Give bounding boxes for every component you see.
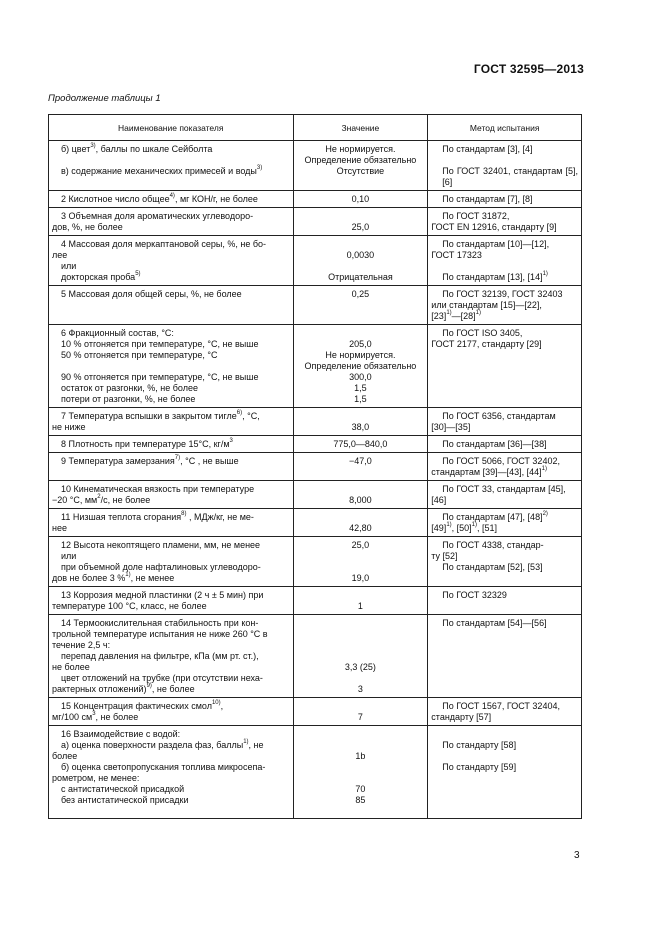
table-row [49,481,582,509]
value-cell: 3,3 (25) 3 [293,615,428,698]
indicator-cell: 14 Термоокислительная стабильность при кон- трольной температуре испытания не ниже 260 °С в течение 2,5 ч: перепад давления на фильтре, кПа (мм рт. ст.), не более цвет отложений на трубке (при отсутствии неха- рактерных отложений)$^{9)}$, не более [49,615,294,698]
table-row [49,436,582,453]
table-row [49,325,582,408]
indicator-cell: 11 Низшая теплота сгорания$^{8)}$ , МДж/кг, не ме- нее [49,509,294,537]
table-row [49,698,582,726]
indicator-cell: 6 Фракционный состав, °С: 10 % отгоняется при температуре, °С, не выше 50 % отгоняется при температуре, °С 90 % отгоняется при температуре, °С, не выше остаток от разгонки, %, не более потери от разгонки, %, не более [49,325,294,408]
indicator-cell: 15 Концентрация фактических смол$^{10)}$, мг/100 $см^3$, не более [49,698,294,726]
table-caption: Продолжение таблицы 1 [48,93,161,104]
table-row [49,236,582,286]
method-cell: По стандартам [36]—[38] [428,436,582,453]
indicator-cell: 16 Взаимодействие с водой: а) оценка поверхности раздела фаз, баллы$^{1)}$, не более б) оценка светопропускания топлива микросепа- рометром, не менее: с антистатической присадкой без антистатической присадки [49,726,294,819]
method-cell: По ГОСТ 1567, ГОСТ 32404, стандарту [57] [428,698,582,726]
indicator-cell: 9 Температура замерзания$^{7)}$, °С , не выше [49,453,294,481]
method-cell: По стандартам [7], [8] [428,191,582,208]
table-row [49,141,582,191]
indicator-cell: 12 Высота некоптящего пламени, мм, не менее или при объемной доле нафталиновых углеводоро- дов не более 3 %$^{1)}$, не менее [49,537,294,587]
method-cell: По ГОСТ 4338, стандар- ту [52] По стандартам [52], [53] [428,537,582,587]
indicator-cell: 2 Кислотное число общее$^{4)}$, мг КОН/г, не более [49,191,294,208]
indicator-cell: 13 Коррозия медной пластинки (2 ч ± 5 мин) при температуре 100 °С, класс, не более [49,587,294,615]
method-cell: По ГОСТ 33, стандартам [45], [46] [428,481,582,509]
value-cell: 8,000 [293,481,428,509]
table-header-row [49,115,582,141]
method-cell: По ГОСТ 5066, ГОСТ 32402, стандартам [39]—[43], $[44]^{1)}$ [428,453,582,481]
indicator-cell: 7 Температура вспышки в закрытом тигле$^{6)}$, °С, не ниже [49,408,294,436]
value-cell: 0,25 [293,286,428,325]
method-cell: По ГОСТ 32139, ГОСТ 32403 или стандартам [15]—[22], $[23]^{1)}—[28]^{1)}$ [428,286,582,325]
value-cell: 775,0—840,0 [293,436,428,453]
method-cell: По ГОСТ 31872, ГОСТ EN 12916, стандарту [9] [428,208,582,236]
indicator-cell: 4 Массовая доля меркаптановой серы, %, не бо- лее или докторская проба$^{5)}$ [49,236,294,286]
method-cell: По стандартам [3], [4] По ГОСТ 32401, стандартам [5], [6] [428,141,582,191]
value-cell: Не нормируется. Определение обязательно Отсутствие [293,141,428,191]
method-cell: По стандартам [47], $[48]^{2)}$ $[49]^{1)}$, $[50]^{1)}$, [51] [428,509,582,537]
table-row [49,208,582,236]
value-cell: 25,0 19,0 [293,537,428,587]
indicator-cell: 5 Массовая доля общей серы, %, не более [49,286,294,325]
value-cell: 25,0 [293,208,428,236]
indicator-cell: 3 Объемная доля ароматических углеводоро- дов, %, не более [49,208,294,236]
indicator-cell: 8 Плотность при температуре 15°С, $кг/м^3$ [49,436,294,453]
method-cell: По стандарту [58] По стандарту [59] [428,726,582,819]
indicator-cell: б) цвет$^{3)}$, баллы по шкале Сейболта в) содержание механических примесей и воды$^{3)}$ [49,141,294,191]
column-header-method: Метод испытания [428,115,582,141]
table-row [49,537,582,587]
value-cell: 205,0 Не нормируется. Определение обязательно 300,0 1,5 1,5 [293,325,428,408]
value-cell: 0,0030 Отрицательная [293,236,428,286]
table-row [49,408,582,436]
document-code: ГОСТ 32595—2013 [473,62,584,76]
method-cell: По ГОСТ ISO 3405, ГОСТ 2177, стандарту [29] [428,325,582,408]
table-row [49,615,582,698]
value-cell: 1 [293,587,428,615]
indicator-cell: 10 Кинематическая вязкость при температуре −20 °С, $мм^2/с$, не более [49,481,294,509]
value-cell: 1b 70 85 [293,726,428,819]
value-cell: 42,80 [293,509,428,537]
column-header-name: Наименование показателя [49,115,294,141]
properties-table [48,114,582,819]
table-row [49,509,582,537]
method-cell: По стандартам [54]—[56] [428,615,582,698]
value-cell: 0,10 [293,191,428,208]
value-cell: 7 [293,698,428,726]
method-cell: По ГОСТ 32329 [428,587,582,615]
value-cell: 38,0 [293,408,428,436]
table-row [49,726,582,819]
table-row [49,191,582,208]
table-row [49,286,582,325]
table-row [49,453,582,481]
value-cell: −47,0 [293,453,428,481]
table-row [49,587,582,615]
column-header-value: Значение [293,115,428,141]
method-cell: По ГОСТ 6356, стандартам [30]—[35] [428,408,582,436]
page-number: 3 [574,850,580,861]
method-cell: По стандартам [10]—[12], ГОСТ 17323 По стандартам [13], $[14]^{1)}$ [428,236,582,286]
